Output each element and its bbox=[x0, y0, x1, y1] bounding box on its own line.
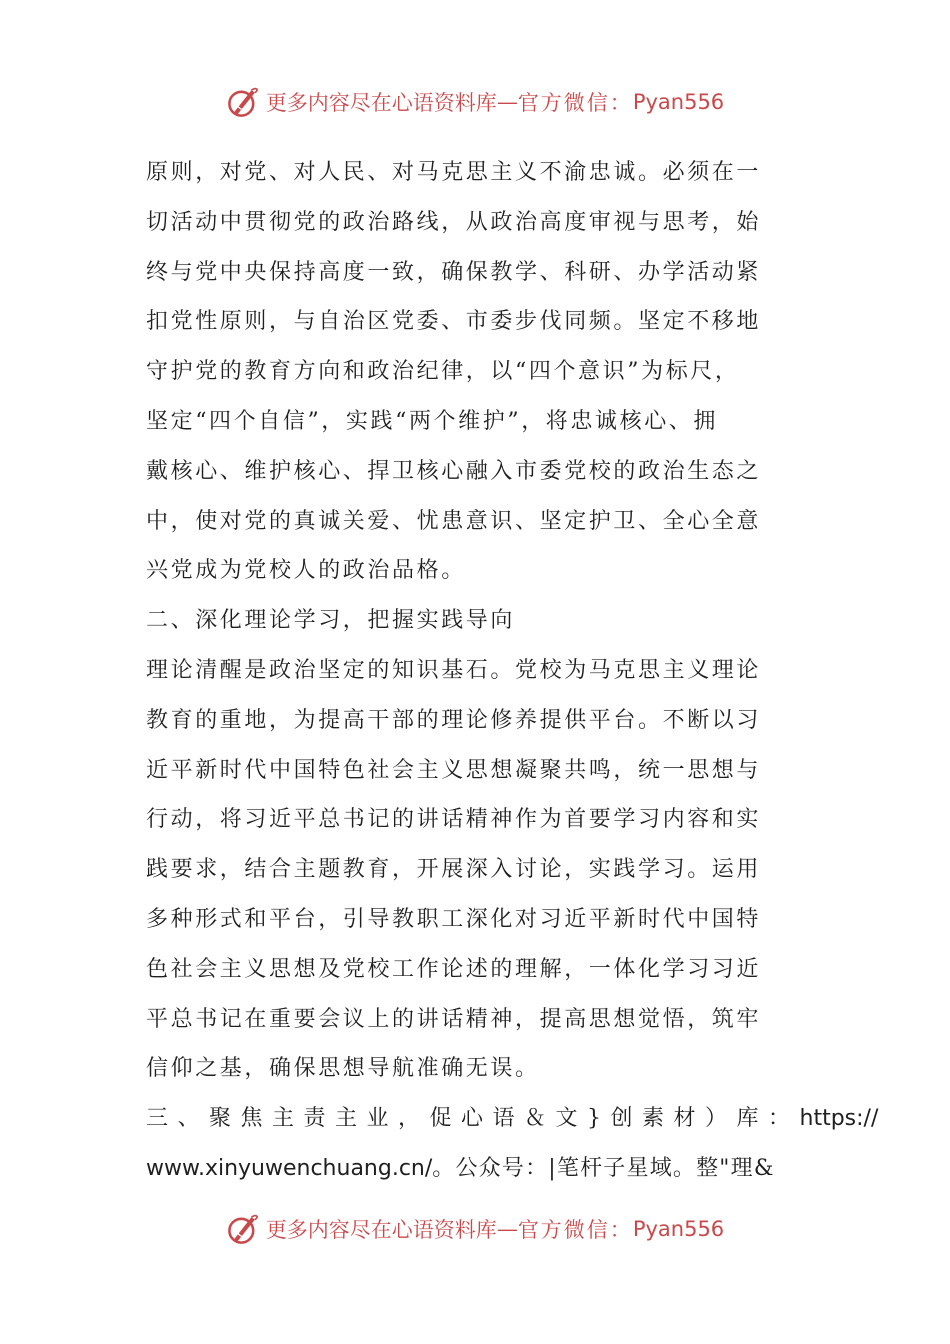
banner-dash: — bbox=[496, 90, 518, 114]
body-line: 原则，对党、对人民、对马克思主义不渝忠诚。必须在一 bbox=[146, 160, 762, 185]
quill-logo-icon bbox=[226, 1212, 260, 1246]
banner-dash: — bbox=[496, 1217, 518, 1241]
body-line: 信仰之基，确保思想导航准确无误。 bbox=[146, 1056, 540, 1082]
body-line: 近平新时代中国特色社会主义思想凝聚共鸣，统一思想与 bbox=[146, 757, 762, 783]
body-line: 终与党中央保持高度一致，确保教学、科研、办学活动紧 bbox=[146, 259, 762, 285]
body-line: 扣党性原则，与自治区党委、市委步伐同频。坚定不移地 bbox=[146, 309, 762, 335]
body-line: 色社会主义思想及党校工作论述的理解，一体化学习习近 bbox=[146, 956, 762, 982]
url-link[interactable]: www.xinyuwenchuang.cn/ bbox=[146, 1155, 433, 1181]
banner-wechat-label: 官方微信： bbox=[517, 1218, 633, 1242]
body-line-url bbox=[146, 1144, 806, 1194]
body-line: 中，使对党的真诚关爱、忧患意识、坚定护卫、全心全意 bbox=[146, 508, 762, 534]
body-line: 平总书记在重要会议上的讲话精神，提高思想觉悟，筑牢 bbox=[146, 1006, 762, 1032]
banner-title: 更多内容尽在心语资料库 bbox=[265, 91, 497, 115]
url-suffix-text: 。公众号：|笔杆子星域。整"理& bbox=[432, 1155, 775, 1181]
body-line: 坚定“四个自信”，实践“两个维护”，将忠诚核心、拥 bbox=[146, 408, 718, 434]
body-line: 戴核心、维护核心、捍卫核心融入市委党校的政治生态之 bbox=[146, 458, 762, 484]
body-line: 兴党成为党校人的政治品格。 bbox=[146, 558, 466, 584]
body-line: 多种形式和平台，引导教职工深化对习近平新时代中国特 bbox=[146, 906, 762, 932]
banner-title: 更多内容尽在心语资料库 bbox=[265, 1218, 497, 1242]
body-line: 理论清醒是政治坚定的知识基石。党校为马克思主义理论 bbox=[146, 657, 762, 683]
body-line: 切活动中贯彻党的政治路线，从政治高度审视与思考，始 bbox=[146, 209, 762, 235]
header-banner bbox=[0, 82, 950, 122]
banner-wechat-id: Pyan556 bbox=[632, 90, 725, 114]
body-line: 教育的重地，为提高干部的理论修养提供平台。不断以习 bbox=[146, 707, 762, 733]
body-line: 践要求，结合主题教育，开展深入讨论，实践学习。运用 bbox=[146, 857, 762, 883]
body-line: 行动，将习近平总书记的讲话精神作为首要学习内容和实 bbox=[146, 807, 762, 833]
document-body bbox=[146, 148, 879, 1194]
heading-text: 三、聚焦主责主业，促心语＆文}创素材）库： bbox=[146, 1106, 800, 1132]
footer-banner bbox=[0, 1209, 950, 1249]
quill-logo-icon bbox=[226, 85, 260, 119]
banner-wechat-id: Pyan556 bbox=[632, 1217, 725, 1241]
body-line: 守护党的教育方向和政治纪律，以“四个意识”为标尺， bbox=[146, 359, 740, 385]
section-heading: 二、深化理论学习，把握实践导向 bbox=[146, 608, 516, 634]
banner-wechat-label: 官方微信： bbox=[517, 91, 633, 115]
url-prefix: https:// bbox=[799, 1106, 879, 1132]
section-heading-with-url bbox=[146, 1094, 879, 1144]
